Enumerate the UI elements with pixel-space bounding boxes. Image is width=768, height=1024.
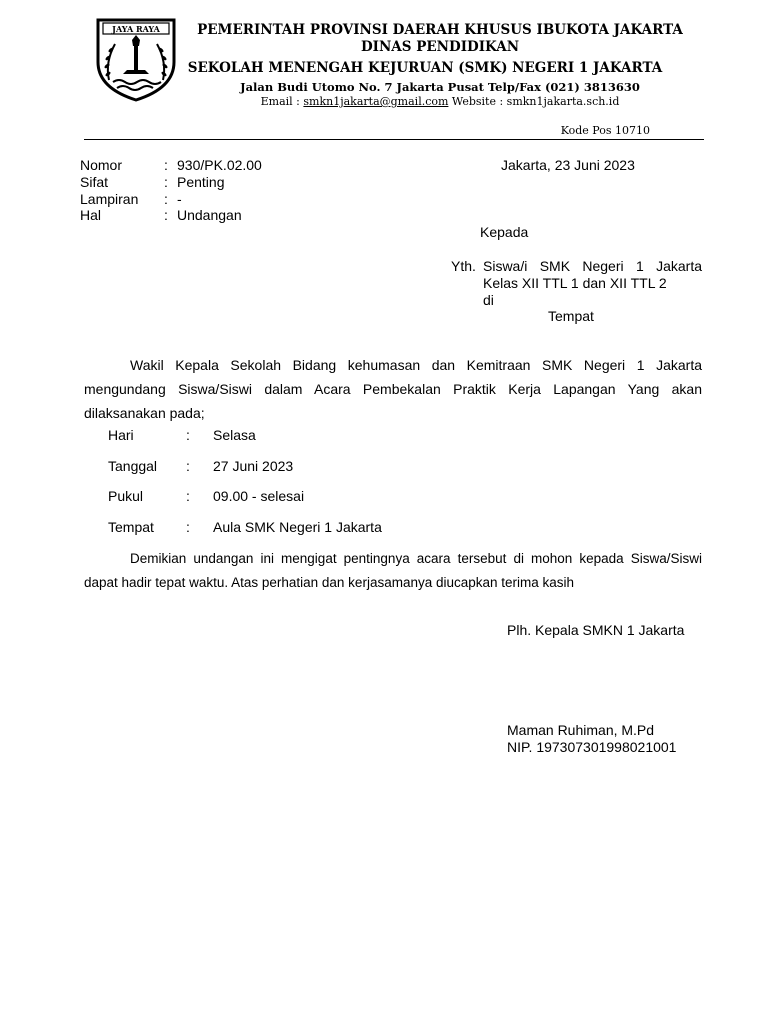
meta-label-lampiran: Lampiran (80, 191, 139, 207)
signature-name: Maman Ruhiman, M.Pd (507, 722, 655, 738)
detail-value-tempat: Aula SMK Negeri 1 Jakarta (213, 519, 382, 535)
signature-title: Plh. Kepala SMKN 1 Jakarta (507, 622, 685, 638)
recipient-line2: Kelas XII TTL 1 dan XII TTL 2 (483, 275, 667, 291)
detail-sep: : (186, 488, 190, 504)
detail-sep: : (186, 458, 190, 474)
meta-value-lampiran: - (177, 191, 182, 207)
body-paragraph-1: Wakil Kepala Sekolah Bidang kehumasan dan Kemitraan SMK Negeri 1 Jakarta mengundang Siswa/Siswi dalam Acara Pembekalan Praktik Kerja Lapangan Yang akan dilaksanakan pada; (84, 357, 702, 421)
meta-sep: : (164, 174, 168, 190)
detail-sep: : (186, 427, 190, 443)
signature-nip: NIP. 197307301998021001 (507, 739, 677, 755)
detail-value-tanggal: 27 Juni 2023 (213, 458, 294, 474)
meta-label-sifat: Sifat (80, 174, 109, 190)
letter-date: Jakarta, 23 Juni 2023 (501, 157, 635, 173)
body-paragraph-2: Demikian undangan ini mengigat pentingnya acara tersebut di mohon kepada Siswa/Siswi dapat hadir tepat waktu. Atas perhatian dan kerjasamanya diucapkan terima kasih (84, 551, 702, 590)
recipient-line4: Tempat (548, 308, 594, 324)
recipient-line3: di (483, 292, 494, 308)
detail-label-pukul: Pukul (108, 488, 144, 504)
detail-value-pukul: 09.00 - selesai (213, 488, 305, 504)
letterhead-address: Jalan Budi Utomo No. 7 Jakarta Pusat Telp/Fax (021) 3813630 (240, 80, 640, 94)
letterhead-government: PEMERINTAH PROVINSI DAERAH KHUSUS IBUKOTA JAKARTA (197, 22, 683, 38)
recipient-kepada: Kepada (480, 224, 529, 240)
postal-code: Kode Pos 10710 (560, 124, 650, 137)
detail-label-hari: Hari (108, 427, 134, 443)
svg-text:JAYA RAYA: JAYA RAYA (112, 24, 160, 34)
jakarta-emblem-logo (95, 18, 177, 102)
meta-sep: : (164, 207, 168, 223)
email-label: Email : (260, 95, 304, 108)
meta-sep: : (164, 157, 168, 173)
detail-label-tempat: Tempat (108, 519, 154, 535)
meta-label-nomor: Nomor (80, 157, 123, 173)
meta-label-hal: Hal (80, 207, 102, 223)
detail-label-tanggal: Tanggal (108, 458, 158, 474)
recipient-line1: Siswa/i SMK Negeri 1 Jakarta (483, 258, 702, 274)
recipient-yth: Yth. (451, 258, 476, 274)
meta-value-hal: Undangan (177, 207, 242, 223)
meta-value-nomor: 930/PK.02.00 (177, 157, 262, 173)
meta-value-sifat: Penting (177, 174, 225, 190)
meta-sep: : (164, 191, 168, 207)
letterhead-department: DINAS PENDIDIKAN (360, 39, 520, 55)
letterhead-contact (180, 95, 700, 108)
detail-sep: : (186, 519, 190, 535)
website-label: Website : (448, 95, 507, 108)
letterhead-divider (84, 139, 704, 140)
detail-value-hari: Selasa (213, 427, 256, 443)
website-text: smkn1jakarta.sch.id (506, 95, 620, 108)
letterhead-school-name: SEKOLAH MENENGAH KEJURUAN (SMK) NEGERI 1 JAKARTA (187, 60, 663, 76)
email-link[interactable]: smkn1jakarta@gmail.com (303, 95, 449, 108)
